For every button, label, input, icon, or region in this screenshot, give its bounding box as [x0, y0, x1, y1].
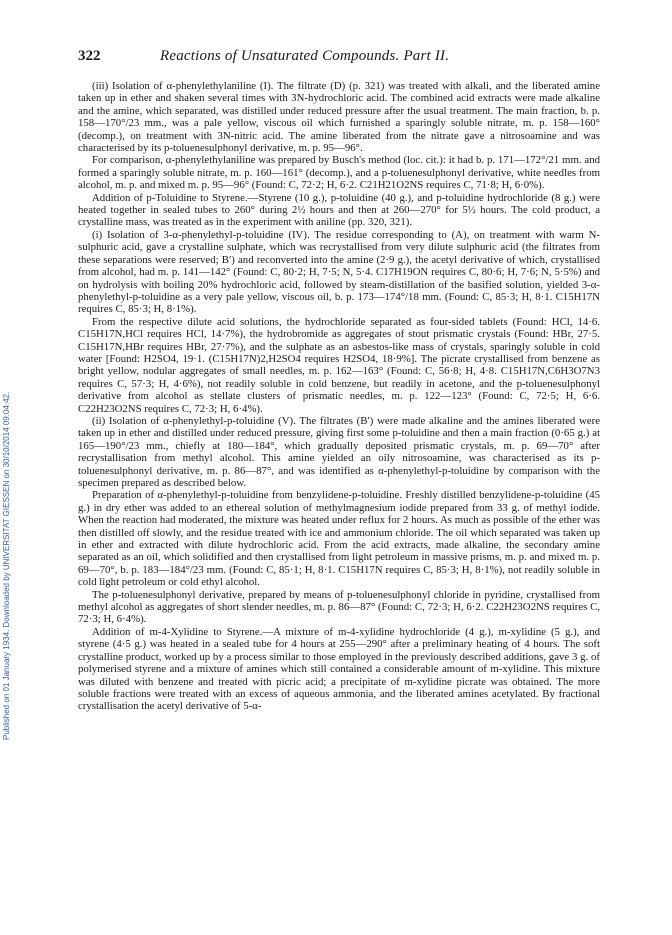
- download-notice[interactable]: Published on 01 January 1934. Downloaded by UNIVERSITAT GIESSEN on 30/10/2014 09:04:42.: [2, 391, 11, 740]
- side-note: [2, 160, 20, 760]
- paragraph: For comparison, α-phenylethylaniline was prepared by Busch's method (loc. cit.): it had b. p. 171—172°/21 mm. and formed a sparingly soluble nitrate, m. p. 160—161° (decomp.), and a p-toluenesulphonyl derivative, white needles from alcohol, m. p. and mixed m. p. 95—96° (Found: C, 72·2; H, 6·2. C21H21O2NS requires C, 71·8; H, 6·0%).: [78, 154, 600, 192]
- paragraph: The p-toluenesulphonyl derivative, prepared by means of p-toluenesulphonyl chloride in pyridine, crystallised from methyl alcohol as aggregates of short slender needles, m. p. 86—87° (Found: C, 72·3; H, 6·2. C22H23O2NS requires C, 72·3; H, 6·4%).: [78, 588, 600, 626]
- paragraph: From the respective dilute acid solutions, the hydrochloride separated as four-sided tablets (Found: HCl, 14·6. C15H17N,HCl requires HCl, 14·7%), the hydrobromide as aggregates of stout prismatic crystals (Found: HBr, 27·5. C15H17N,HBr requires HBr, 27·7%), and the sulphate as an asbestos-like mass of crystals, sparingly soluble in cold water [Found: H2SO4, 19·1. (C15H17N)2,H2SO4 requires H2SO4, 18·9%]. The picrate crystallised from benzene as bright yellow, nodular aggregates of small needles, m. p. 162—163° (Found: C, 56·8; H, 4·8. C15H17N,C6H3O7N3 requires C, 57·3; H, 4·6%), not readily soluble in cold benzene, but readily in acetone, and the p-toluenesulphonyl derivative from alcohol as stellate clusters of prismatic needles, m. p. 122—123° (Found: C, 72·5; H, 6·6. C22H23O2NS requires C, 72·3; H, 6·4%).: [78, 315, 600, 415]
- paragraph: Preparation of α-phenylethyl-p-toluidine from benzylidene-p-toluidine. Freshly distilled benzylidene-p-toluidine (45 g.) in dry ether was added to an ethereal solution of methylmagnesium iodide prepared from 33 g. of methyl iodide. When the reaction had moderated, the mixture was heated under reflux for 2 hours. As much as possible of the ether was then distilled off slowly, and the residue treated with ice and ammonium chloride. The oil which separated was taken up in ether and extracted with dilute hydrochloric acid. From the acid extracts, made alkaline, the secondary amine separated as an oil, which solidified and then crystallised from light petroleum in massive prisms, m. p. and mixed m. p. 69—70°, b. p. 183—184°/23 mm. (Found: C, 85·1; H, 8·1. C15H17N requires C, 85·3; H, 8·1%), not readily soluble in cold light petroleum or cold ethyl alcohol.: [78, 489, 600, 589]
- body-text: [78, 80, 600, 713]
- paragraph: (iii) Isolation of α-phenylethylaniline (I). The filtrate (D) (p. 321) was treated with alkali, and the liberated amine taken up in ether and shaken several times with 3N-hydrochloric acid. The combined acid extracts were made alkaline and the amine, which separated, was distilled under reduced pressure after the usual treatment. The main fraction, b. p. 158—170°/23 mm., was a pale yellow, viscous oil which furnished a sparingly soluble nitrate, m. p. 158—160° (decomp.), on treatment with 3N-nitric acid. The amine liberated from the nitrate gave a nitrosoamine and was characterised by its p-toluenesulphonyl derivative, m. p. 95—96°.: [78, 80, 600, 155]
- paragraph: (i) Isolation of 3-α-phenylethyl-p-toluidine (IV). The residue corresponding to (A), on treatment with warm N-sulphuric acid, gave a crystalline sulphate, which was recrystallised from very dilute sulphuric acid (the filtrates from these separations were reserved; B′) and reconverted into the amine (2·9 g.), the acetyl derivative of which, crystallised from alcohol, had m. p. 141—142° (Found: C, 80·2; H, 7·5; N, 5·4. C17H19ON requires C, 80·6; H, 7·6; N, 5·5%) and on hydrolysis with boiling 20% hydrochloric acid, followed by steam-distillation of the basified solution, yielded 3-α-phenylethyl-p-toluidine as a very pale yellow, viscous oil, b. p. 173—174°/18 mm. (Found: C, 85·3; H, 8·1. C15H17N requires C, 85·3; H, 8·1%).: [78, 228, 600, 316]
- page-header: [78, 48, 598, 68]
- running-title: Reactions of Unsaturated Compounds. Part II.: [160, 48, 450, 64]
- page-number: 322: [78, 48, 101, 64]
- paragraph: Addition of p-Toluidine to Styrene.—Styrene (10 g.), p-toluidine (40 g.), and p-toluidine hydrochloride (8 g.) were heated together in sealed tubes to 260° during 2½ hours and then at 260—270° for 5½ hours. The cold product, a crystalline mass, was treated as in the experiment with aniline (pp. 320, 321).: [78, 191, 600, 229]
- paragraph: Addition of m-4-Xylidine to Styrene.—A mixture of m-4-xylidine hydrochloride (4 g.), m-xylidine (5 g.), and styrene (4·5 g.) was heated in a sealed tube for 4 hours at 255—290° after a preliminary heating of 4 hours. The soft crystalline product, worked up by a process similar to those employed in the previously described additions, gave 3 g. of polymerised styrene and a mixture of amines which still contained a considerable amount of m-xylidine. This mixture was diluted with benzene and treated with picric acid; a precipitate of m-xylidine picrate was obtained. The more soluble fractions were treated with an excess of aqueous ammonia, and the liberated amines acetylated. By fractional crystallisation the acetyl derivative of 5-α-: [78, 625, 600, 713]
- paragraph: (ii) Isolation of α-phenylethyl-p-toluidine (V). The filtrates (B′) were made alkaline and the amines liberated were taken up in ether and distilled under reduced pressure, giving first some p-toluidine and then a main fraction (0·65 g.) at 165—190°/23 mm., chiefly at 180—184°, which gradually deposited prismatic crystals, m. p. 69—70° after recrystallisation from methyl alcohol. This amine yielded an oily nitrosoamine, was characterised as its p-toluenesulphonyl derivative, m. p. 86—87°, and was identified as α-phenylethyl-p-toluidine by comparison with the specimen prepared as described below.: [78, 414, 600, 489]
